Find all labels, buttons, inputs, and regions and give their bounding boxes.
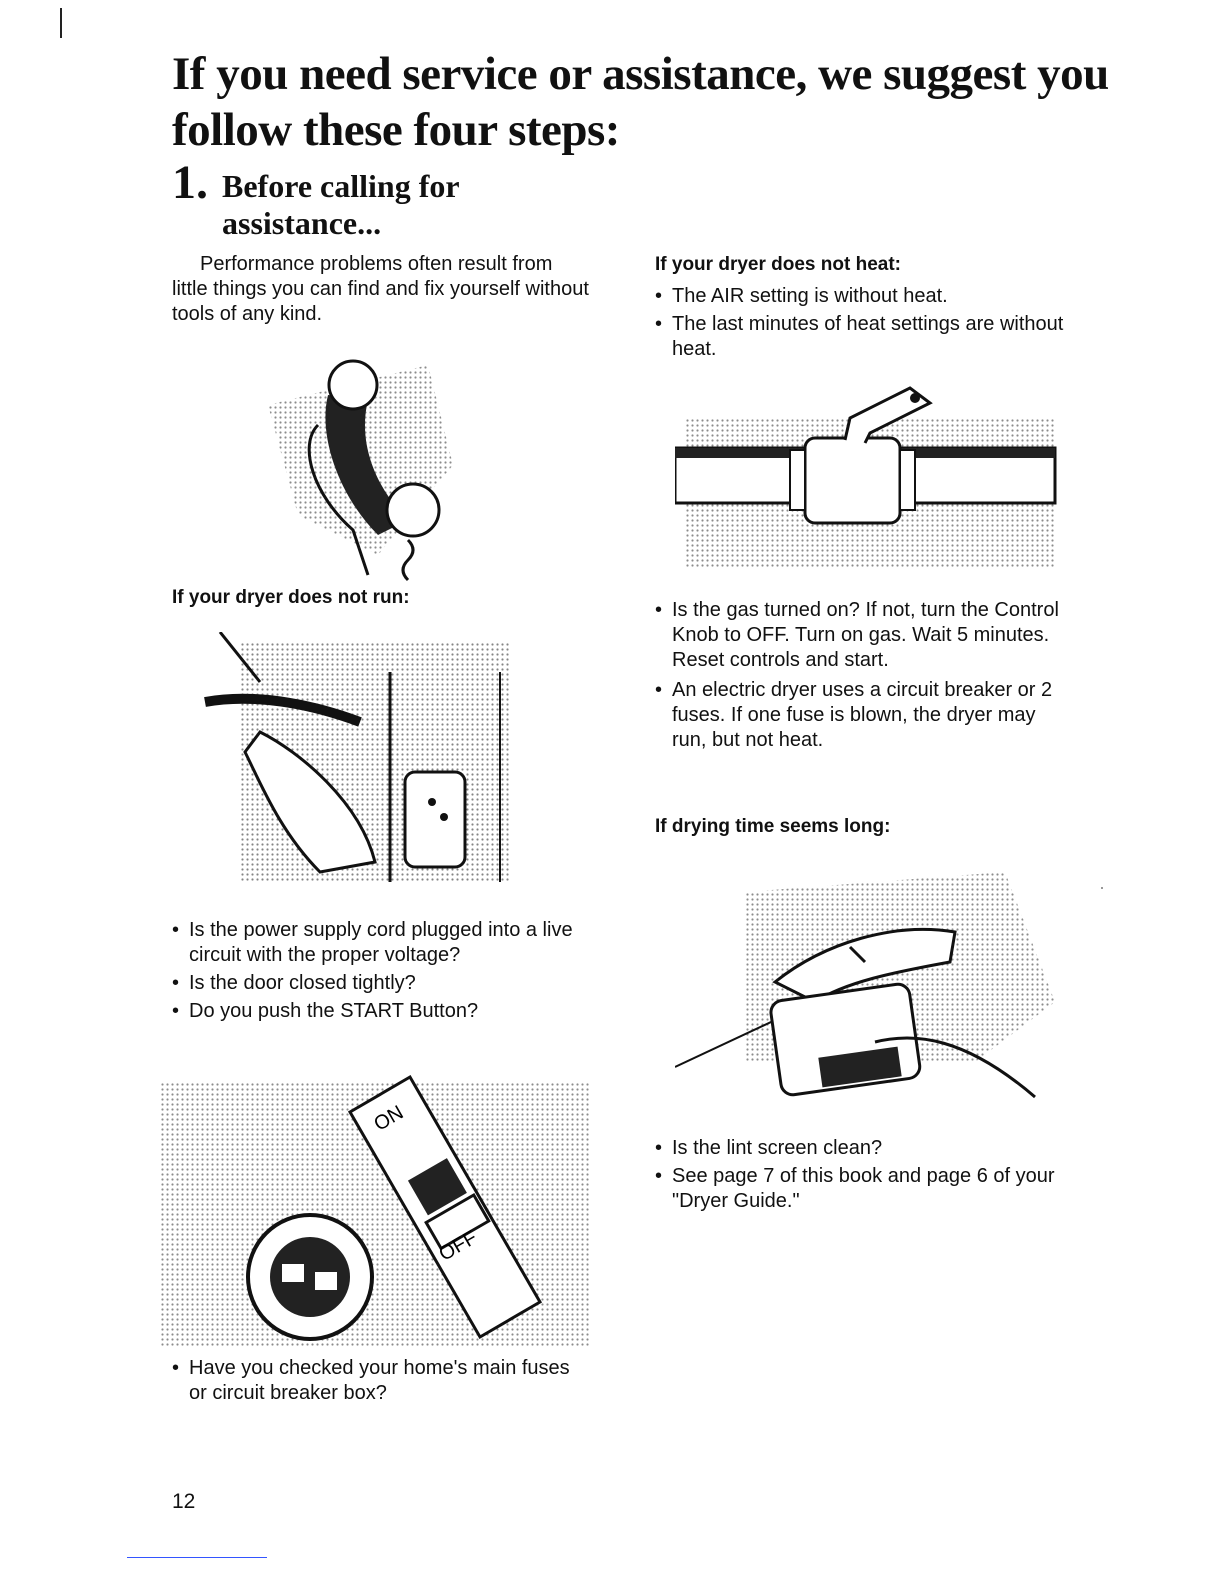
margin-mark: [60, 8, 62, 38]
list-item: • The last minutes of heat settings are without heat.: [655, 312, 1075, 362]
list-item: • Have you checked your home's main fuses or circuit breaker box?: [172, 1356, 592, 1406]
gas-list: [655, 598, 1070, 758]
page-title: If you need service or assistance, we suggest you follow these four steps:: [172, 48, 1109, 156]
breaker-off-label: OFF: [435, 1226, 481, 1266]
list-item: • Is the power supply cord plugged into a live circuit with the proper voltage?: [172, 918, 592, 968]
step-number: 1.: [172, 156, 208, 209]
no-heat-heading: If your dryer does not heat:: [655, 254, 901, 275]
list-item: • Is the gas turned on? If not, turn the Control Knob to OFF. Turn on gas. Wait 5 minutes. Reset controls and start.: [655, 598, 1070, 673]
no-heat-list: [655, 284, 1075, 365]
page-number: 12: [172, 1490, 196, 1513]
intro-paragraph: Performance problems often result from little things you can find and fix yourself without tools of any kind.: [172, 253, 589, 325]
long-dry-list: [655, 1136, 1075, 1217]
list-item: • Do you push the START Button?: [172, 999, 592, 1024]
telephone-handset-illustration: [258, 345, 468, 590]
list-item: • See page 7 of this book and page 6 of your "Dryer Guide.": [655, 1164, 1075, 1214]
breaker-on-label: ON: [370, 1101, 408, 1136]
stray-mark: [1101, 887, 1103, 889]
bottom-rule: [127, 1557, 267, 1558]
not-run-list: [172, 918, 592, 1027]
fuse-list: [172, 1356, 592, 1409]
step-title: Before calling for assistance...: [222, 168, 459, 241]
long-dry-heading: If drying time seems long:: [655, 816, 891, 837]
not-run-heading: If your dryer does not run:: [172, 587, 410, 608]
circuit-breaker-fuse-illustration: [160, 1072, 590, 1347]
list-item: • Is the door closed tightly?: [172, 971, 592, 996]
power-plug-outlet-illustration: [200, 632, 520, 887]
gas-valve-pipe-illustration: [675, 378, 1060, 568]
list-item: • An electric dryer uses a circuit breaker or 2 fuses. If one fuse is blown, the dryer may run, but not heat.: [655, 678, 1070, 753]
lint-screen-illustration: [675, 862, 1055, 1112]
list-item: • Is the lint screen clean?: [655, 1136, 1075, 1161]
list-item: • The AIR setting is without heat.: [655, 284, 1075, 309]
